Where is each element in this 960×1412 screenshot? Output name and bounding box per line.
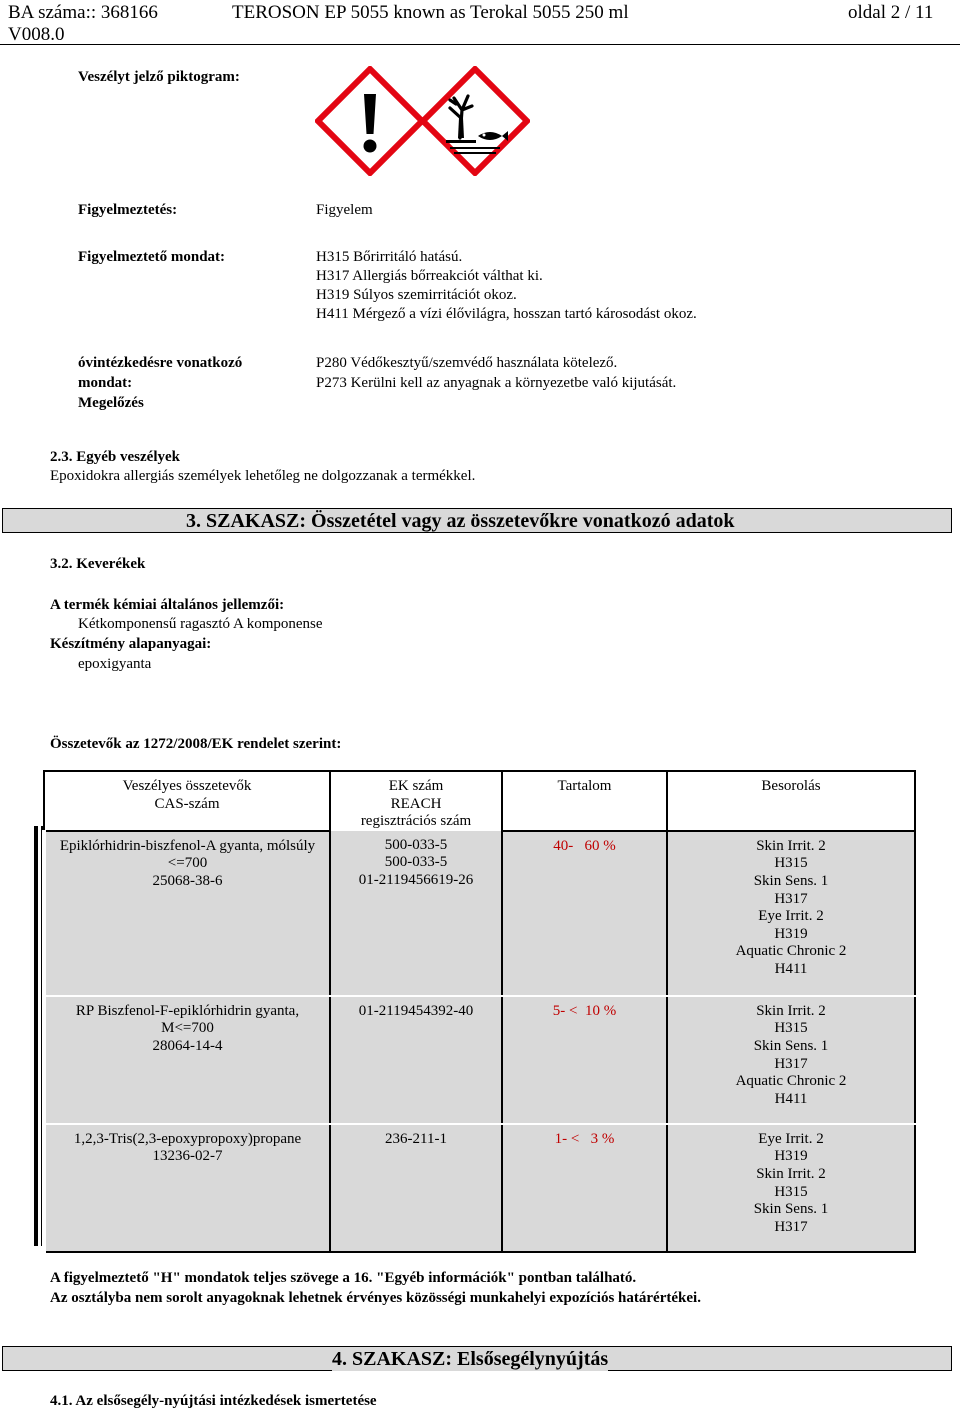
precaution-statement: P280 Védőkesztyű/szemvédő használata kötelező. [316, 355, 618, 371]
classification-line: Skin Sens. 1 [753, 1037, 829, 1054]
base-materials-value: epoxigyanta [78, 656, 152, 672]
header-ek-number [330, 771, 502, 831]
component-ek-line: 01-2119456619-26 [358, 871, 474, 888]
classification-line: Skin Sens. 1 [753, 1201, 829, 1218]
classification-line: H317 [774, 890, 808, 907]
precaution-label-line: Megelőzés [78, 395, 144, 411]
component-classification [667, 1124, 915, 1252]
component-name-line: 28064-14-4 [152, 1037, 223, 1054]
component-name [44, 996, 330, 1124]
classification-line: Skin Irrit. 2 [756, 1002, 826, 1019]
component-ek-line: 01-2119454392-40 [358, 1002, 474, 1019]
classification-line: H315 [774, 855, 808, 872]
component-content-value: 5- < 10 % [552, 1002, 617, 1019]
precaution-label-line: óvintézkedésre vonatkozó [78, 355, 243, 371]
header-divider [0, 44, 960, 45]
component-ek [330, 1124, 502, 1252]
classification-line: Eye Irrit. 2 [758, 908, 824, 925]
mixtures-title: 3.2. Keverékek [50, 556, 146, 572]
header-content-text: Tartalom [557, 778, 612, 794]
page-number: oldal 2 / 11 [848, 2, 934, 23]
component-name-line: 25068-38-6 [152, 872, 223, 889]
classification-line: Aquatic Chronic 2 [735, 943, 847, 960]
component-name-line: RP Biszfenol-F-epiklórhidrin gyanta, [75, 1002, 300, 1019]
header-ek-line: REACH [390, 795, 442, 812]
classification-line: Eye Irrit. 2 [758, 1130, 824, 1147]
component-content [502, 831, 667, 996]
component-classification [667, 831, 915, 996]
header-classification [667, 771, 915, 831]
header-ek-line: regisztrációs szám [360, 813, 472, 830]
precaution-statement-list [316, 353, 676, 393]
component-ek-line: 500-033-5 [384, 854, 448, 871]
component-ek-line: 500-033-5 [384, 836, 448, 853]
classification-line: H319 [774, 1148, 808, 1165]
classification-line: H319 [774, 925, 808, 942]
component-classification [667, 996, 915, 1124]
classification-line: H315 [774, 1183, 808, 1200]
classification-line: H315 [774, 1020, 808, 1037]
section-4-title: 4. SZAKASZ: Elsősegélynyújtás [332, 1348, 609, 1370]
other-hazards-text: Epoxidokra allergiás személyek lehetőleg ne dolgozzanak a termékkel. [50, 468, 476, 484]
header-content [502, 771, 667, 831]
component-name-line: 13236-02-7 [152, 1148, 223, 1165]
exclamation-mark-icon [315, 66, 425, 176]
component-content-value: 40- 60 % [553, 837, 616, 854]
table-row [44, 831, 915, 996]
revision-bar [34, 826, 38, 1246]
product-name: TEROSON EP 5055 known as Terokal 5055 250 ml [232, 2, 629, 23]
table-header-row [44, 771, 915, 831]
header-ek-line: EK szám [388, 778, 444, 794]
components-table [42, 770, 916, 1253]
precaution-label [78, 353, 242, 413]
precaution-label-line: mondat: [78, 375, 133, 391]
section-3-title: 3. SZAKASZ: Összetétel vagy az összetevőkre vonatkozó adatok [186, 510, 735, 532]
precaution-statement: P273 Kerülni kell az anyagnak a környezetbe való kijutását. [316, 375, 677, 391]
version: V008.0 [8, 24, 65, 45]
table-row [44, 1124, 915, 1252]
h-statements-note: A figyelmeztető "H" mondatok teljes szövege a 16. "Egyéb információk" pontban található. [50, 1270, 637, 1286]
signal-word-value: Figyelem [316, 202, 373, 218]
component-name-line: M<=700 [161, 1020, 214, 1037]
component-name [44, 831, 330, 996]
component-name-line: 1,2,3-Tris(2,3-epoxypropoxy)propane [73, 1130, 302, 1147]
classification-line: Aquatic Chronic 2 [735, 1073, 847, 1090]
component-ek [330, 996, 502, 1124]
classification-line: H411 [774, 1090, 808, 1107]
hazard-statement: H319 Súlyos szemirritációt okoz. [316, 287, 517, 303]
exposure-limits-note: Az osztályba nem sorolt anyagoknak lehetnek érvényes közösségi munkahelyi expozíciós határértékei. [50, 1290, 701, 1306]
header-component-line: Veszélyes összetevők [122, 778, 252, 794]
signal-word-label: Figyelmeztetés: [78, 202, 178, 218]
hazard-statement: H315 Bőrirritáló hatású. [316, 249, 463, 265]
hazard-statement: H411 Mérgező a vízi élővilágra, hosszan tartó károsodást okoz. [316, 306, 697, 322]
classification-line: H411 [774, 960, 808, 977]
hazard-statements-label: Figyelmeztető mondat: [78, 249, 226, 265]
classification-line: Skin Irrit. 2 [756, 1165, 826, 1182]
component-content [502, 996, 667, 1124]
header-component [44, 771, 330, 831]
hazard-statement-list [316, 248, 697, 324]
general-characteristics-value: Kétkomponensű ragasztó A komponense [78, 616, 323, 632]
component-content-value: 1- < 3 % [554, 1130, 615, 1147]
classification-line: H317 [774, 1218, 808, 1235]
hazard-statement: H317 Allergiás bőrreakciót válthat ki. [316, 268, 543, 284]
pictogram-label: Veszélyt jelző piktogram: [78, 69, 240, 85]
header-component-line: CAS-szám [154, 795, 220, 812]
component-name [44, 1124, 330, 1252]
component-ek-line: 236-211-1 [385, 1130, 447, 1147]
table-row [44, 996, 915, 1124]
component-name-line: Epiklórhidrin-biszfenol-A gyanta, mólsúly [59, 837, 316, 854]
header-classification-text: Besorolás [761, 778, 821, 794]
classification-line: Skin Irrit. 2 [756, 837, 826, 854]
ba-number: BA száma:: 368166 [8, 2, 158, 23]
general-characteristics-label: A termék kémiai általános jellemzői: [50, 597, 285, 613]
component-content [502, 1124, 667, 1252]
other-hazards-title: 2.3. Egyéb veszélyek [50, 449, 180, 465]
component-ek [330, 831, 502, 996]
component-name-line: <=700 [167, 855, 208, 872]
base-materials-label: Készítmény alapanyagai: [50, 636, 212, 652]
environment-icon [420, 66, 530, 176]
components-title: Összetevők az 1272/2008/EK rendelet szerint: [50, 736, 342, 752]
classification-line: Skin Sens. 1 [753, 872, 829, 889]
classification-line: H317 [774, 1055, 808, 1072]
first-aid-subtitle: 4.1. Az elsősegély-nyújtási intézkedések ismertetése [50, 1393, 377, 1409]
